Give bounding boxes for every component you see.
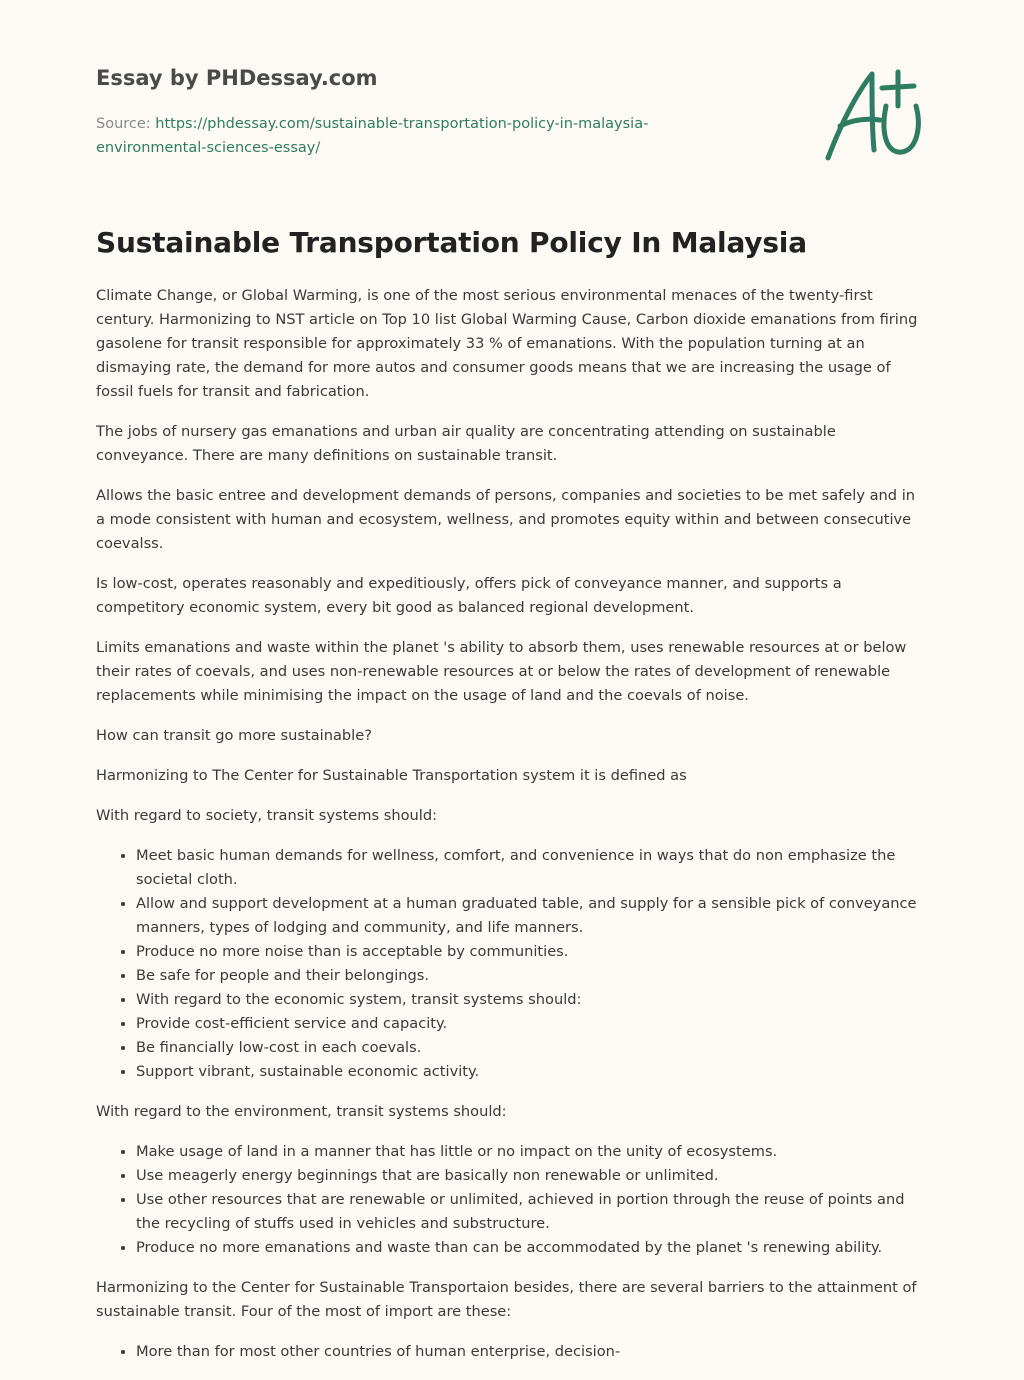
list-item: • Use meagerly energy beginnings that are basically non renewable or unlimited.	[136, 1164, 924, 1188]
list-item: • Be financially low-cost in each coevals.	[136, 1036, 924, 1060]
paragraph: The jobs of nursery gas emanations and urban air quality are concentrating attending on sustainable conveyance. There are many definitions on sustainable transit.	[96, 423, 836, 464]
list-item: • Meet basic human demands for wellness, comfort, and convenience in ways that do non emphasize the societal cloth.	[136, 844, 924, 892]
society-list	[96, 844, 924, 1084]
source-label: Source:	[96, 116, 156, 132]
list-item: • Make usage of land in a manner that has little or no impact on the unity of ecosystems.	[136, 1140, 924, 1164]
essay-title: Sustainable Transportation Policy In Malaysia	[96, 226, 807, 259]
list-item: • Allow and support development at a human graduated table, and supply for a sensible pick of conveyance manners, types of lodging and community, and life manners.	[136, 892, 924, 940]
environment-list	[96, 1140, 924, 1260]
paragraph: Harmonizing to the Center for Sustainable Transportaion besides, there are several barriers to the attainment of sustainable transit. Four of the most of import are these:	[96, 1279, 917, 1320]
paragraph: With regard to the environment, transit systems should:	[96, 1103, 507, 1120]
list-item: • Produce no more noise than is acceptable by communities.	[136, 940, 924, 964]
a-plus-logo-icon	[822, 66, 928, 166]
list-item: • Use other resources that are renewable or unlimited, achieved in portion through the reuse of points and the recycling of stuffs used in vehicles and substructure.	[136, 1188, 924, 1236]
essay-body	[96, 284, 924, 1380]
list-item: • Be safe for people and their belongings.	[136, 964, 924, 988]
list-item: • With regard to the economic system, transit systems should:	[136, 988, 924, 1012]
paragraph: Limits emanations and waste within the planet 's ability to absorb them, uses renewable resources at or below their rates of coevals, and uses non-renewable resources at or below the rates of development of renewable replacements while minimising the impact on the usage of land and the coevals of noise.	[96, 639, 907, 704]
paragraph: Is low-cost, operates reasonably and expeditiously, offers pick of conveyance manner, and supports a competitory economic system, every bit good as balanced regional development.	[96, 575, 842, 616]
paragraph: Allows the basic entree and development demands of persons, companies and societies to be met safely and in a mode consistent with human and ecosystem, wellness, and promotes equity within and between consecutive coevalss.	[96, 487, 916, 552]
list-item: • Produce no more emanations and waste than can be accommodated by the planet 's renewing ability.	[136, 1236, 924, 1260]
barriers-list	[96, 1340, 924, 1364]
source-link[interactable]: https://phdessay.com/sustainable-transportation-policy-in-malaysia-environmental-sciences-essay/	[96, 116, 649, 156]
site-brand: Essay by PHDessay.com	[96, 66, 378, 90]
paragraph: Climate Change, or Global Warming, is one of the most serious environmental menaces of the twenty-first century. Harmonizing to NST article on Top 10 list Global Warming Cause, Carbon dioxide emanations from firing gasolene for transit responsible for approximately 33 % of emanations. With the population turning at an dismaying rate, the demand for more autos and consumer goods means that we are increasing the usage of fossil fuels for transit and fabrication.	[96, 287, 918, 400]
list-item: • Support vibrant, sustainable economic activity.	[136, 1060, 924, 1084]
list-item: • Provide cost-efficient service and capacity.	[136, 1012, 924, 1036]
paragraph: How can transit go more sustainable?	[96, 727, 372, 744]
paragraph: With regard to society, transit systems should:	[96, 807, 438, 824]
list-item: • More than for most other countries of human enterprise, decision-	[136, 1340, 924, 1364]
paragraph: Harmonizing to The Center for Sustainable Transportation system it is defined as	[96, 767, 687, 784]
source-line	[96, 112, 696, 160]
